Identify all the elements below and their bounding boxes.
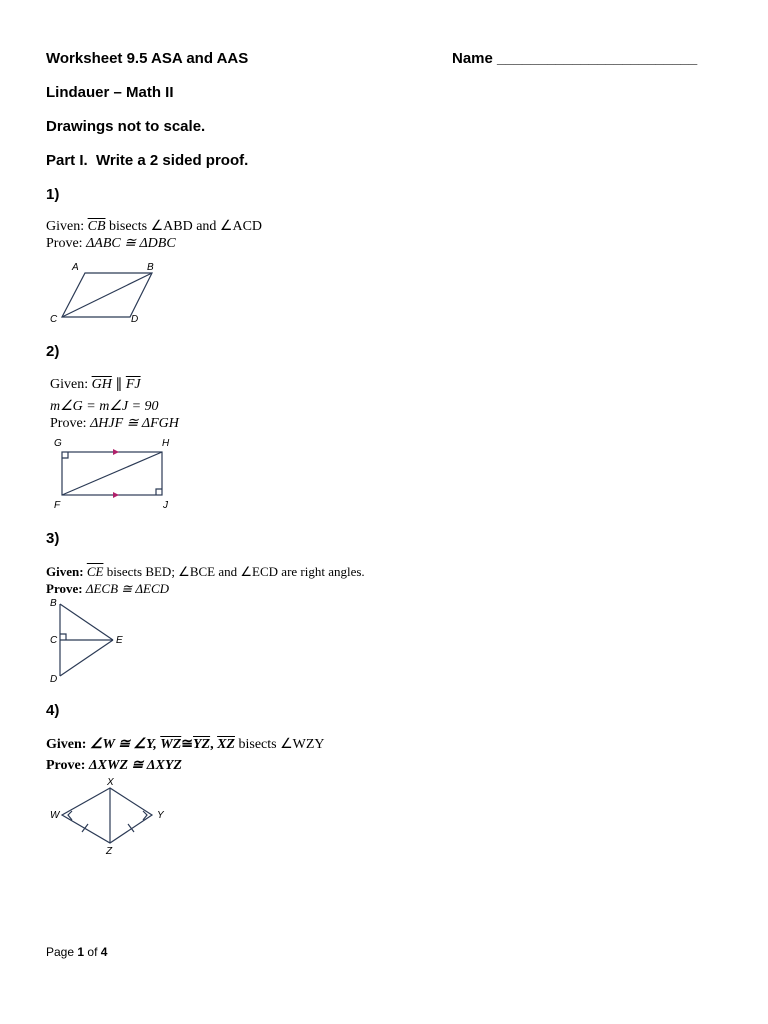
segment-xz: $\overline{XZ}$ [217,737,235,752]
worksheet-title: Worksheet 9.5 ASA and AAS [46,50,249,67]
page-number: 1 [77,945,85,959]
segment-wz: $\overline{WZ}$ [160,737,182,752]
label-d: D [131,314,139,325]
name-label: Name [452,50,493,67]
problem-2-given-angles: m∠G = m∠J = 90 [50,399,159,414]
label-c: C [50,635,58,646]
kite-xwzy [62,788,152,843]
segment-fj: $\overline{FJ}$ [125,377,141,392]
segment-cb: $\overline{CB}$ [87,219,106,234]
problem-1-given: Given: $\overline{CB}$ bisects ∠ABD and ∠ACD [46,219,263,234]
problem-1-prove: Prove: ΔABC ≅ ΔDBC [46,236,176,251]
part-heading: Part I. Write a 2 sided proof. [46,152,249,169]
page-total: 4 [100,945,108,959]
label-e: E [116,635,123,646]
teacher-line: Lindauer – Math II [46,84,174,101]
label-a: A [72,262,79,273]
problem-2-prove: Prove: ΔHJF ≅ ΔFGH [50,416,179,431]
problem-1-number: 1) [46,186,60,203]
problem-4-number: 4) [46,702,60,719]
problem-4-given: Given: ∠W ≅ ∠Y, $\overline{WZ}≅\overline{YZ}$, $\overline{XZ}$ bisects ∠WZY [46,737,325,752]
label-b: B [147,262,154,273]
label-w: W [50,810,60,821]
tick-wz [82,824,88,832]
label-z: Z [106,846,113,857]
label-d: D [50,674,58,685]
label-g: G [54,438,62,449]
problem-4-prove: Prove: ΔXWZ ≅ ΔXYZ [46,758,182,773]
problem-2-number: 2) [46,343,60,360]
label-b: B [50,598,57,609]
problem-2-given: Given: $\overline{GH}$ ∥ $\overline{FJ}$ [50,377,141,392]
label-h: H [162,438,170,449]
page-footer: Page 1 of 4 [46,945,108,959]
segment-ce: $\overline{CE}$ [86,564,104,579]
segment-yz: $\overline{YZ}$ [192,737,211,752]
label-c: C [50,314,58,325]
label-j: J [163,500,168,511]
problem-3-prove: Prove: ΔECB ≅ ΔECD [46,581,170,596]
label-x: X [107,777,114,788]
label-y: Y [157,810,164,821]
label-f: F [54,500,61,511]
name-blank: ________________________ [497,50,698,67]
scale-note: Drawings not to scale. [46,118,206,135]
problem-3-number: 3) [46,530,60,547]
segment-gh: $\overline{GH}$ [91,377,112,392]
problem-3-given: Given: $\overline{CE}$ bisects BED; ∠BCE and ∠ECD are right angles. [46,564,365,579]
